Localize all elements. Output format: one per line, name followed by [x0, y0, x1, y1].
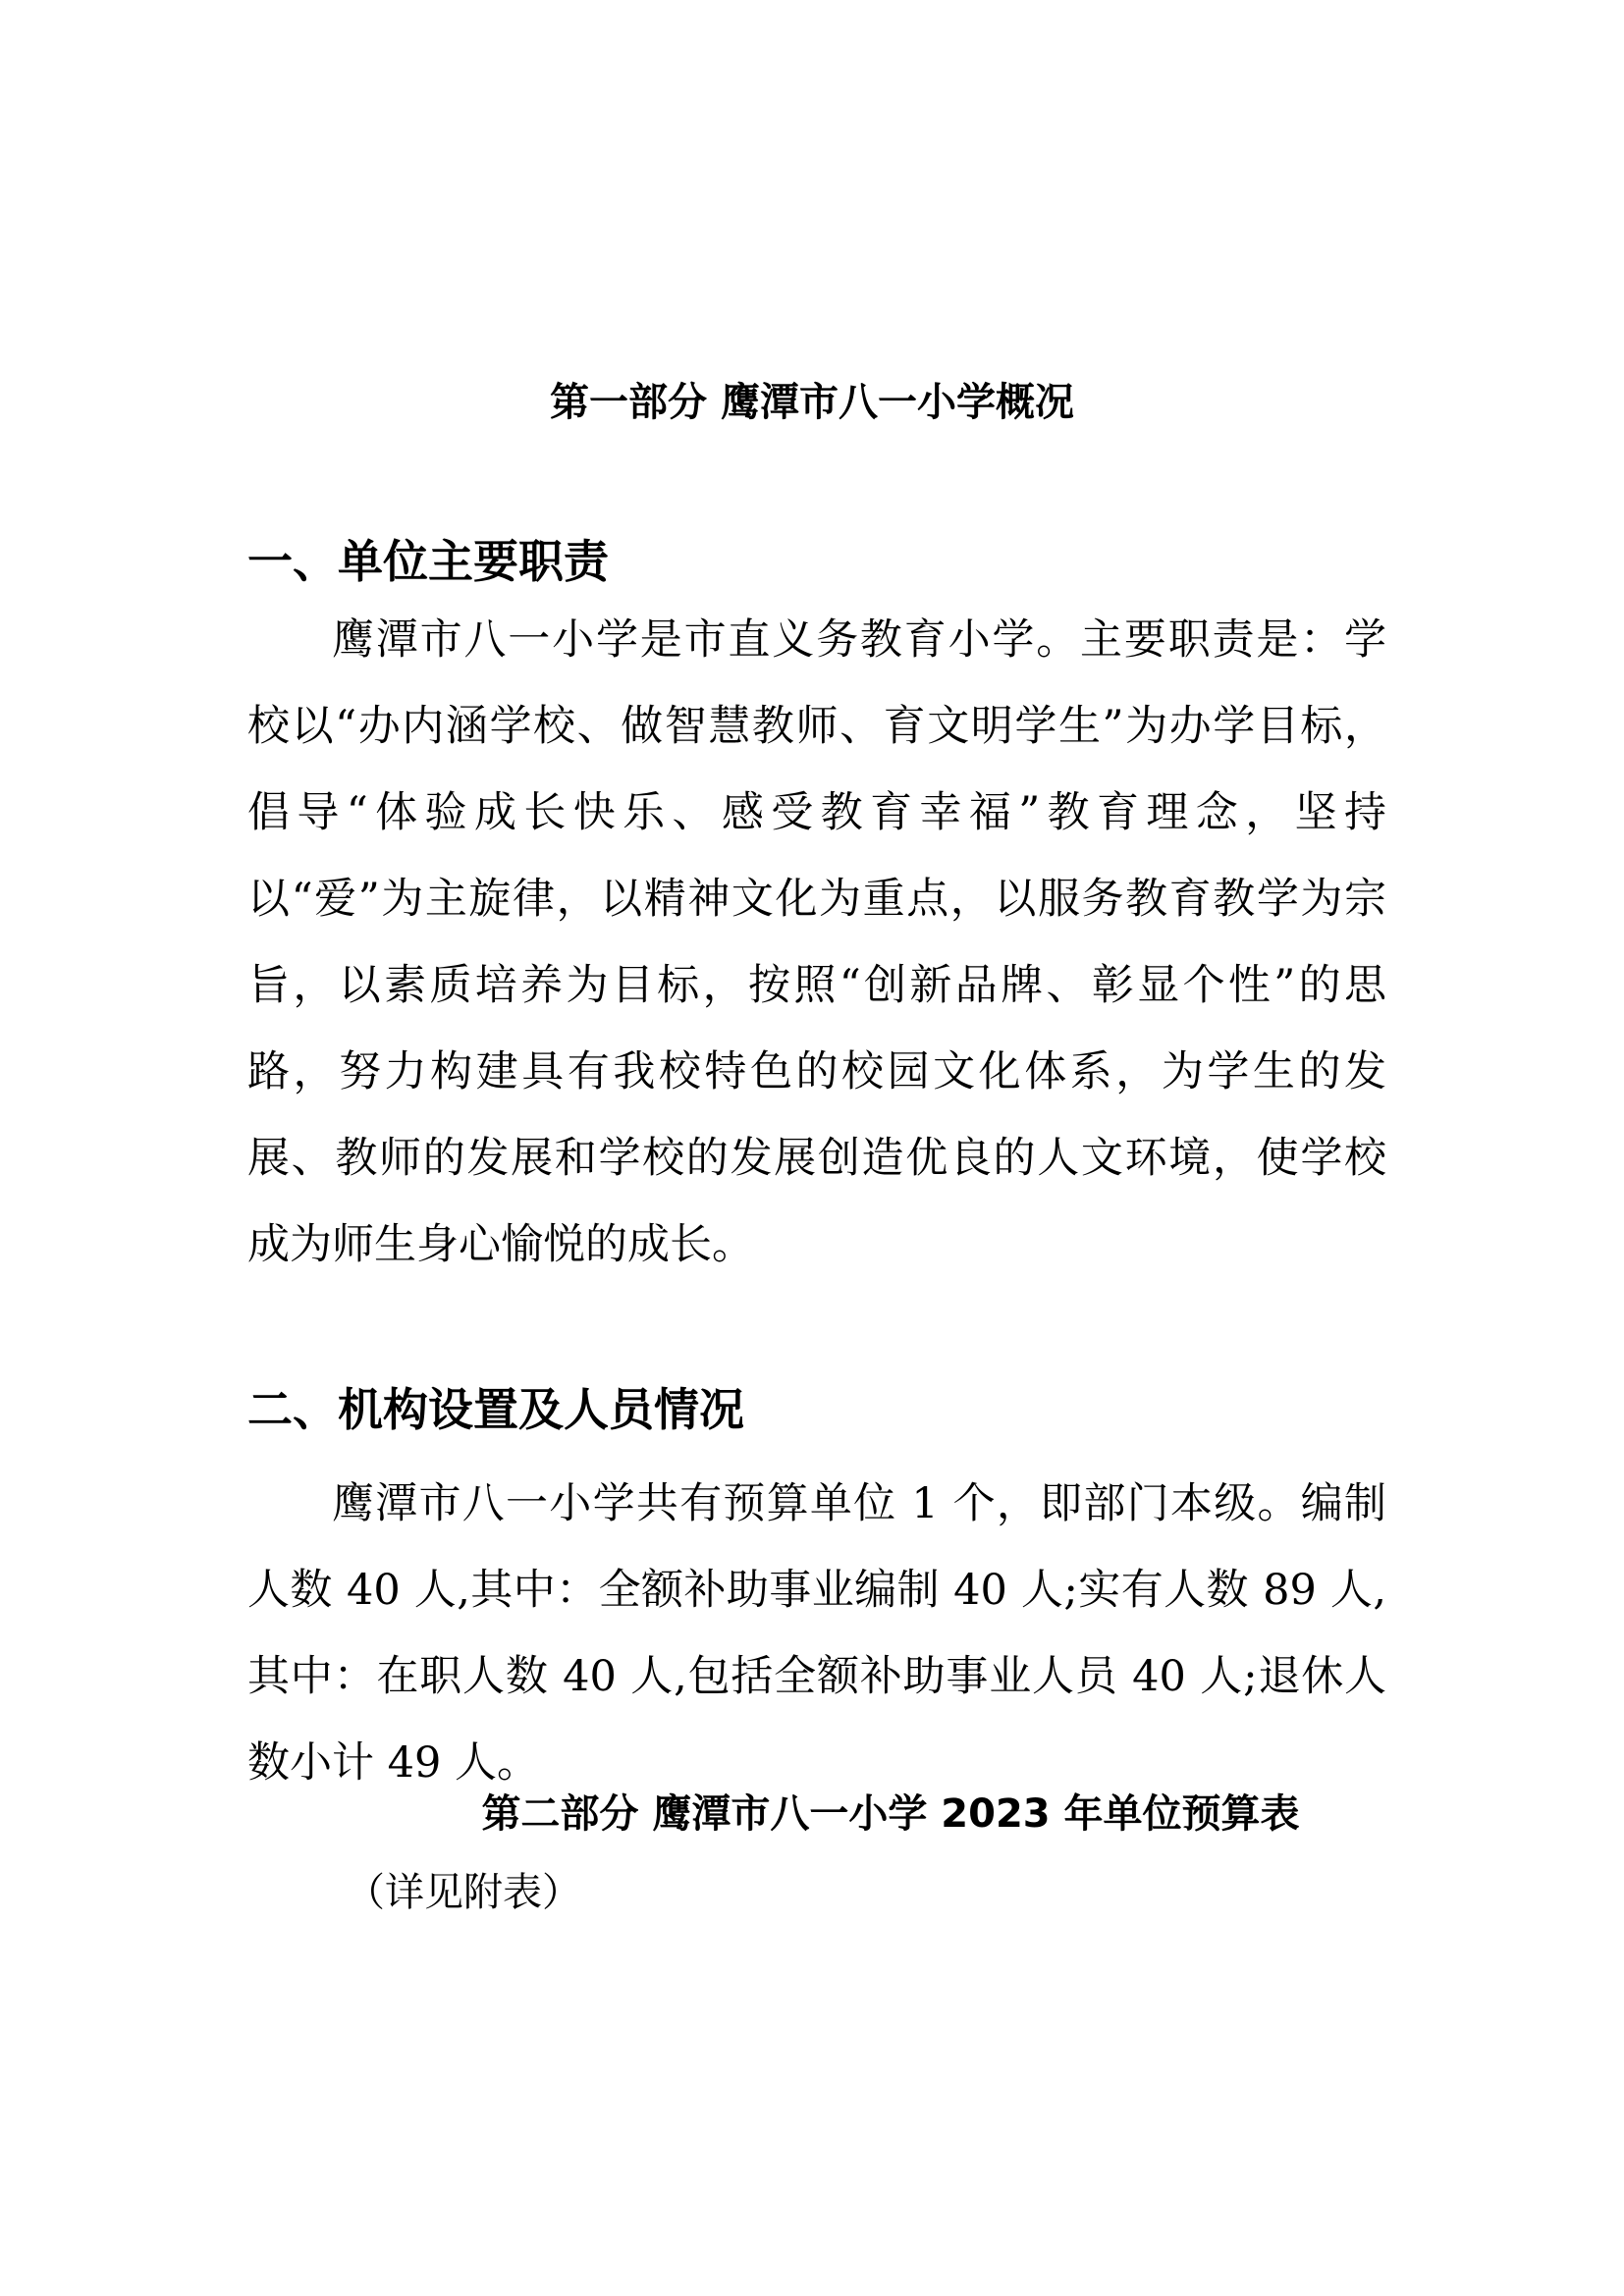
section2-heading: 二、机构设置及人员情况: [247, 1383, 744, 1436]
part1-title: 第一部分 鹰潭市八一小学概况: [550, 380, 1074, 425]
section2-body: 鹰潭市八一小学共有预算单位 1 个，即部门本级。编制人数 40 人,其中：全额补助事业编制 40 人;实有人数 89 人,其中：在职人数 40 人,包括全额补助事业人员 40 人;退休人数小计 49 人。: [247, 1479, 1386, 1788]
part2-note: （详见附表）: [346, 1870, 581, 1915]
section1-body: 鹰潭市八一小学是市直义务教育小学。主要职责是：学校以“办内涵学校、做智慧教师、育文明学生”为办学目标，倡导“体验成长快乐、感受教育幸福”教育理念，坚持以“爱”为主旋律，以精神文化为重点，以服务教育教学为宗旨，以素质培养为目标，按照“创新品牌、彰显个性”的思路，努力构建具有我校特色的校园文化体系，为学生的发展、教师的发展和学校的发展创造优良的人文环境，使学校成为师生身心愉悦的成长。: [247, 615, 1386, 1269]
section1-heading: 一、单位主要职责: [247, 535, 609, 588]
part2-title: 第二部分 鹰潭市八一小学 2023 年单位预算表: [481, 1791, 1300, 1837]
